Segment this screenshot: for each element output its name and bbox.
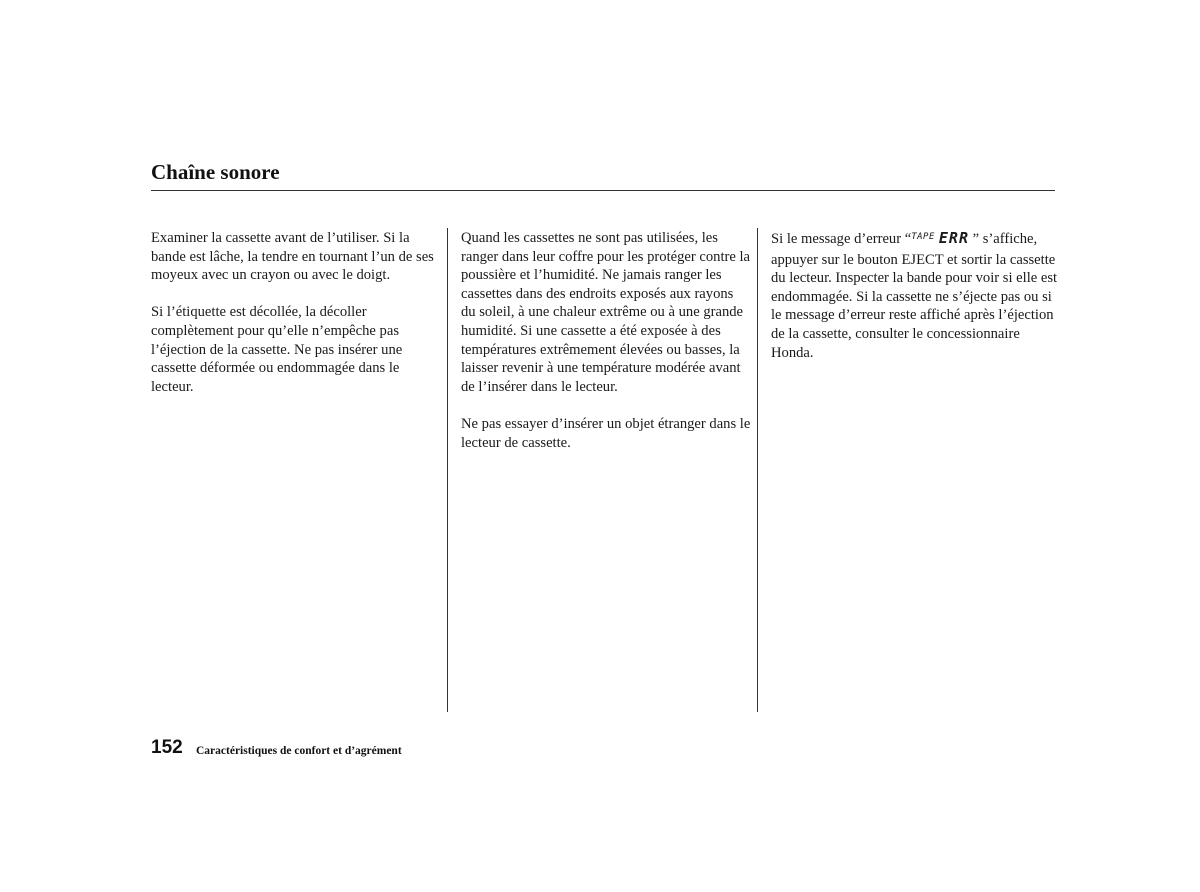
- column-divider-1: [447, 228, 448, 712]
- page-number: 152: [151, 737, 183, 758]
- display-big-text: ERR: [938, 229, 969, 247]
- tape-err-display-icon: [911, 229, 969, 251]
- page-title: Chaîne sonore: [151, 160, 280, 184]
- error-text-before: Si le message d’erreur “: [771, 231, 912, 247]
- paragraph-label-peeling: Si l’étiquette est décollée, la décoller complètement pour qu’elle n’empêche pas l’éjection de la cassette. Ne pas insérer une cassette déformée ou endommagée dans le lecteur.: [151, 304, 403, 395]
- column-3: [771, 229, 1061, 381]
- paragraph-inspect-cassette: Examiner la cassette avant de l’utiliser. Si la bande est lâche, la tendre en tournant l’un de ses moyeux avec un crayon ou avec le doigt.: [151, 230, 434, 284]
- display-small-text: TAPE: [911, 232, 935, 242]
- footer-section-title: Caractéristiques de confort et d’agrément: [196, 745, 402, 757]
- column-divider-2: [757, 228, 758, 712]
- paragraph-storage: Quand les cassettes ne sont pas utilisées, les ranger dans leur coffre pour les protéger contre la poussière et l’humidité. Ne jamais ranger les cassettes dans des endroits exposés aux rayons du soleil, à une chaleur extrême ou à une grande humidité. Si une cassette a été exposée à des températures extrêmement élevées ou basses, la laisser revenir à une température modérée avant de l’insérer dans le lecteur.: [461, 230, 751, 395]
- paragraph-foreign-object: Ne pas essayer d’insérer un objet étranger dans le lecteur de cassette.: [461, 415, 751, 451]
- paragraph-error-message: [771, 229, 1061, 362]
- column-2: [461, 229, 751, 471]
- column-1: [151, 229, 441, 415]
- error-text-after: ” s’affiche, appuyer sur le bouton EJECT et sortir la cassette du lecteur. Inspecter la bande pour voir si elle est endommagée. Si la cassette ne s’éjecte pas ou si le message d’erreur reste affiché après l’éjection de la cassette, consulter le concessionnaire Honda.: [771, 231, 1058, 361]
- title-divider: [151, 190, 1055, 191]
